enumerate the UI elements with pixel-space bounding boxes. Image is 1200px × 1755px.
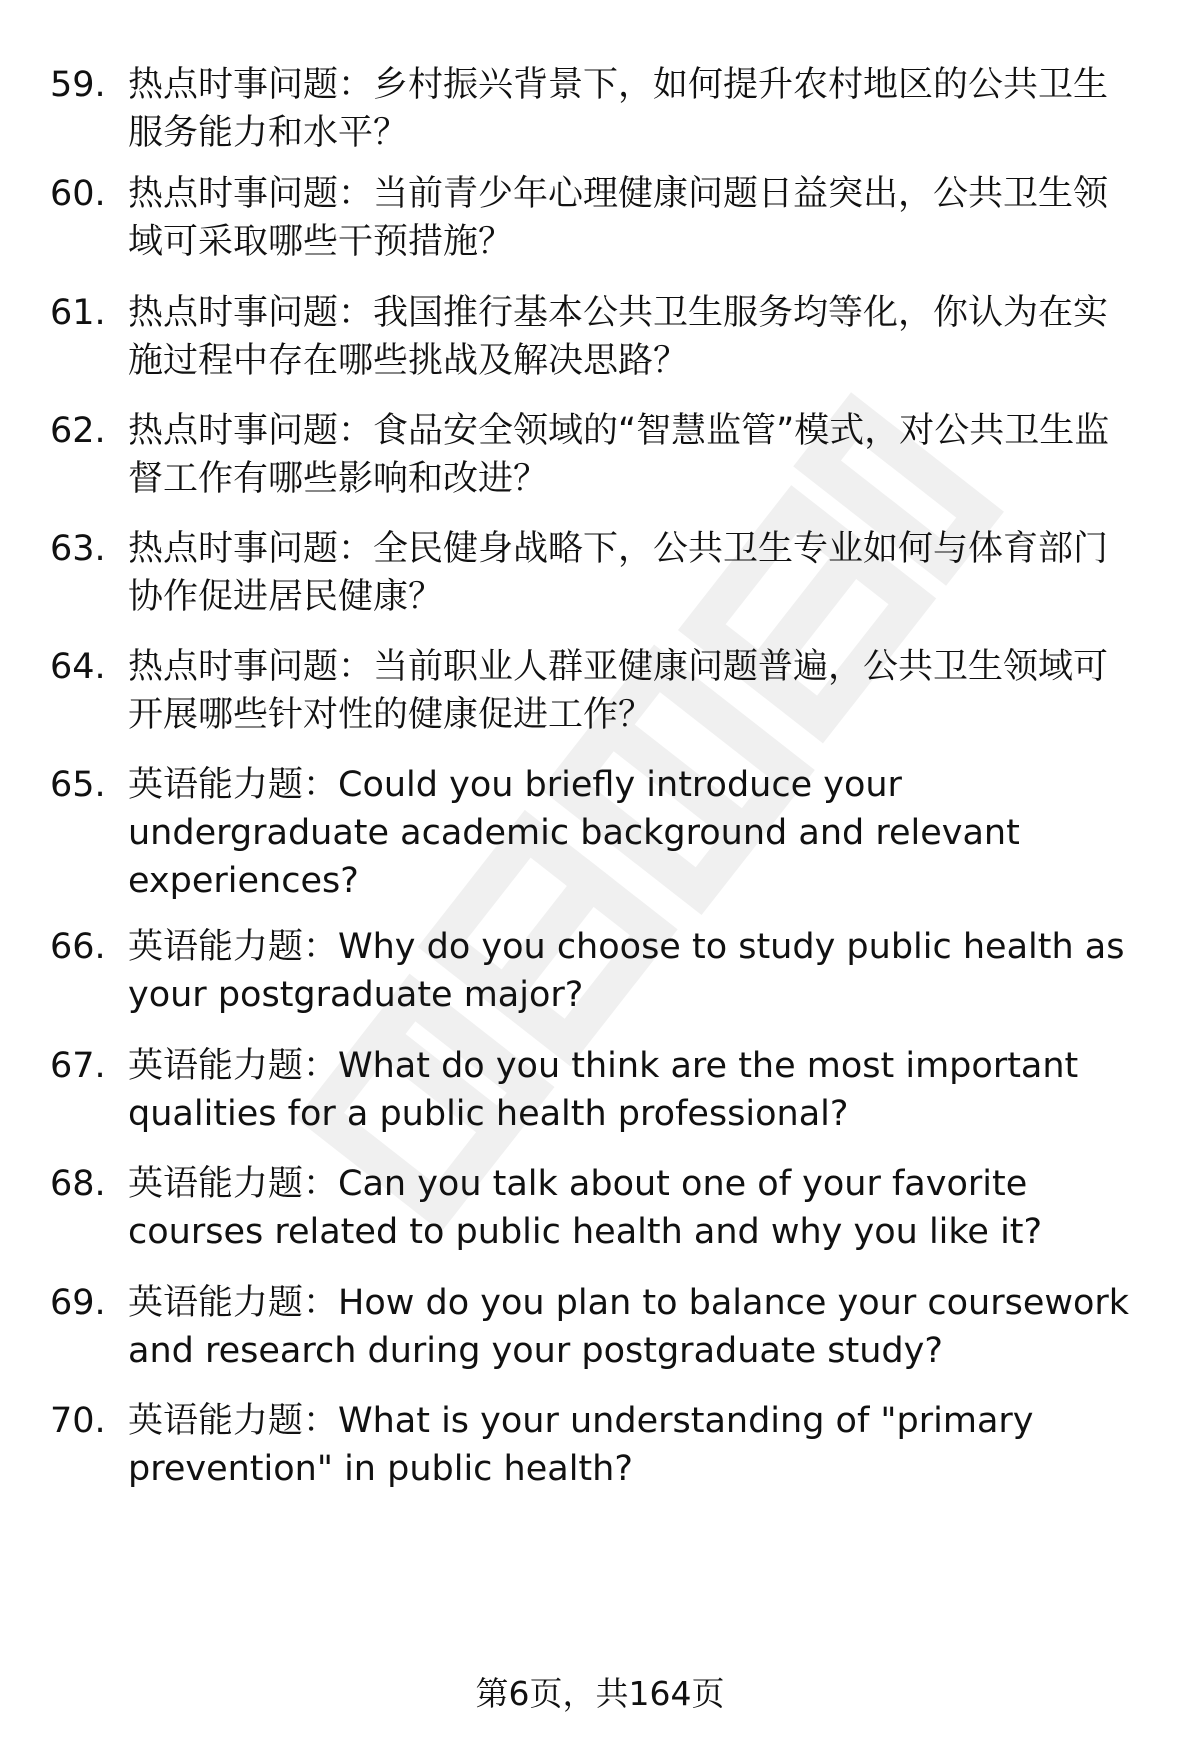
question-number: 63. xyxy=(50,529,106,569)
question-number: 66. xyxy=(50,927,106,967)
question-text: 热点时事问题：当前职业人群亚健康问题普遍，公共卫生领域可开展哪些针对性的健康促进工作？ xyxy=(128,647,1109,735)
question-text: 热点时事问题：食品安全领域的“智慧监管”模式，对公共卫生监督工作有哪些影响和改进？ xyxy=(128,411,1110,499)
question-text: 英语能力题：Could you briefly introduce your undergraduate academic background and relevant experiences? xyxy=(128,765,1020,901)
question-number: 67. xyxy=(50,1046,106,1086)
question-number: 64. xyxy=(50,647,106,687)
question-text: 热点时事问题：我国推行基本公共卫生服务均等化，你认为在实施过程中存在哪些挑战及解决思路？ xyxy=(128,293,1109,381)
question-text: 英语能力题：What do you think are the most important qualities for a public health professional? xyxy=(128,1046,1079,1134)
question-number: 59. xyxy=(50,65,106,105)
question-number: 62. xyxy=(50,411,106,451)
question-number: 65. xyxy=(50,765,106,805)
page-footer: 第6页，共164页 xyxy=(475,1674,725,1713)
question-number: 70. xyxy=(50,1401,106,1441)
question-number: 69. xyxy=(50,1283,106,1323)
question-text: 热点时事问题：当前青少年心理健康问题日益突出，公共卫生领域可采取哪些干预措施？ xyxy=(128,174,1109,262)
question-text: 热点时事问题：乡村振兴背景下，如何提升农村地区的公共卫生服务能力和水平？ xyxy=(128,65,1109,153)
question-number: 61. xyxy=(50,293,106,333)
question-text: 英语能力题：Why do you choose to study public health as your postgraduate major? xyxy=(128,927,1125,1015)
question-text: 英语能力题：How do you plan to balance your coursework and research during your postgraduate study? xyxy=(128,1283,1130,1371)
question-text: 英语能力题：What is your understanding of "primary prevention" in public health? xyxy=(128,1401,1034,1489)
question-number: 68. xyxy=(50,1164,106,1204)
question-text: 热点时事问题：全民健身战略下，公共卫生专业如何与体育部门协作促进居民健康？ xyxy=(128,529,1109,617)
question-number: 60. xyxy=(50,174,106,214)
question-text: 英语能力题：Can you talk about one of your favorite courses related to public health and why you like it? xyxy=(128,1164,1043,1252)
